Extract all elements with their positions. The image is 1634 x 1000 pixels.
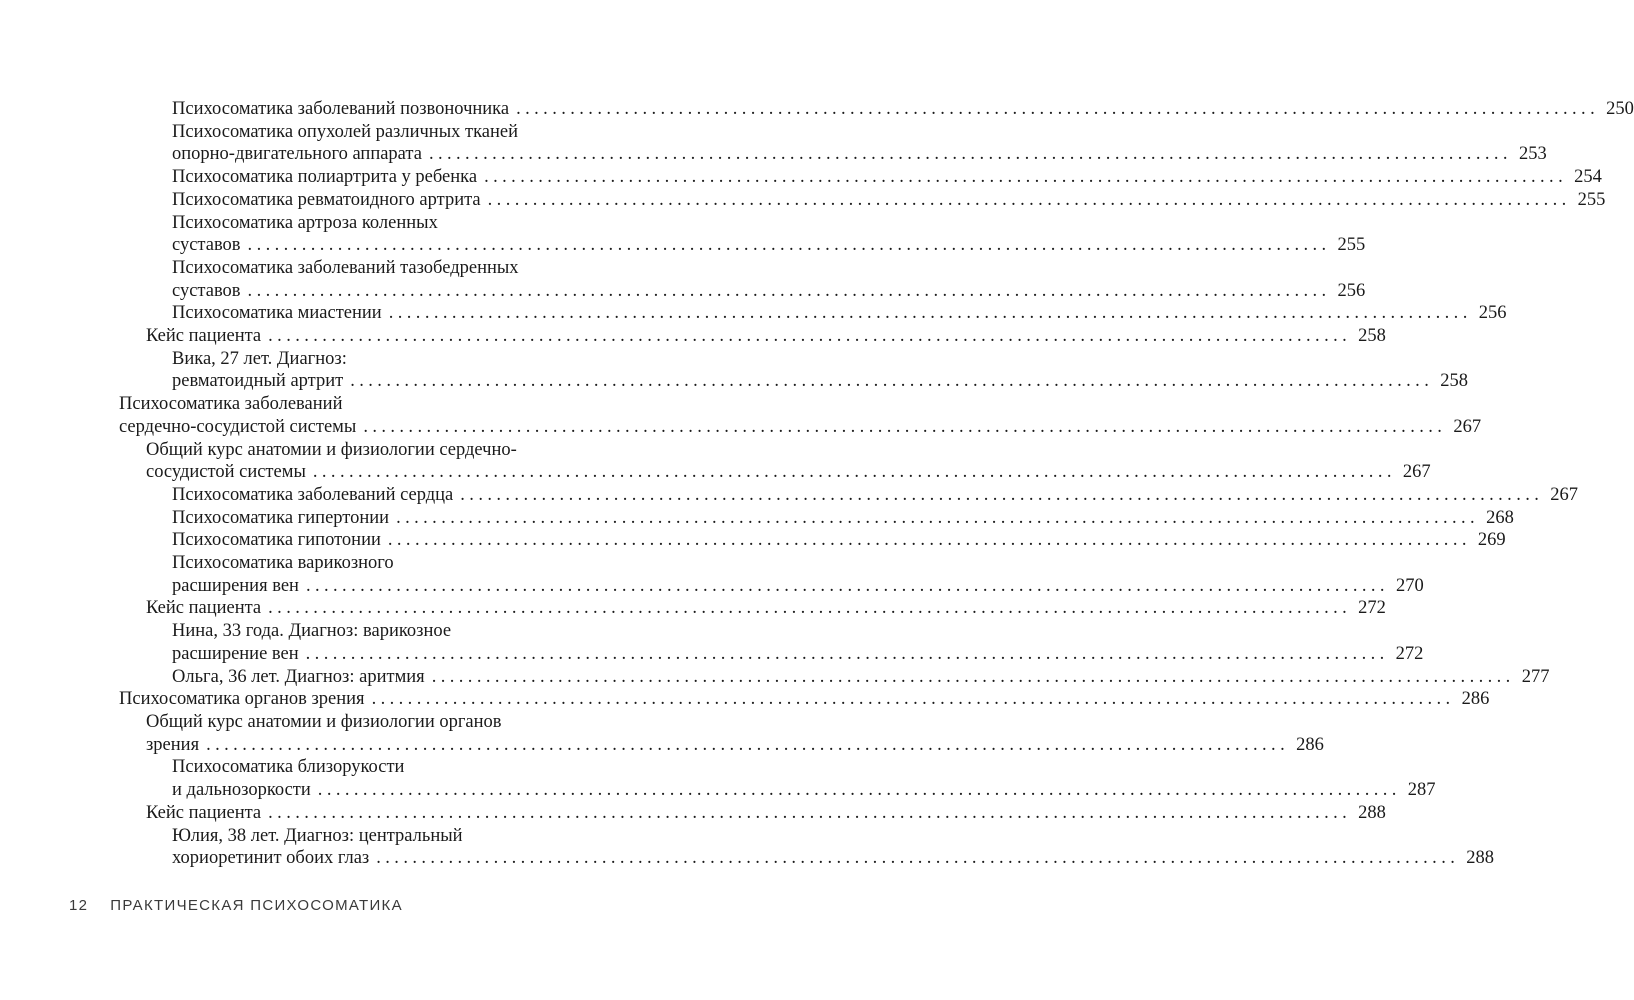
toc-entry — [172, 189, 1606, 212]
dot-leader: ........................................................................................................................ — [268, 598, 1352, 619]
toc-entry — [172, 348, 1468, 393]
toc-entry-title: сосудистой системы — [146, 462, 306, 483]
toc-entry — [172, 302, 1507, 325]
toc-entry-title: Психосоматика заболеваний сердца — [172, 484, 454, 505]
toc-entry — [119, 688, 1490, 711]
toc-page-number: 288 — [1358, 802, 1386, 823]
toc-page-number: 255 — [1337, 235, 1366, 256]
toc-entry-title: Общий курс анатомии и физиологии органов — [146, 711, 502, 732]
dot-leader: ........................................................................................................................ — [206, 734, 1290, 755]
toc-page-number: 250 — [1606, 99, 1634, 119]
toc-page-number: 277 — [1521, 666, 1550, 687]
dot-leader: ........................................................................................................................ — [247, 235, 1331, 256]
toc-page-number: 286 — [1461, 689, 1490, 710]
dot-leader: ........................................................................................................................ — [387, 530, 1471, 551]
toc-page-number: 256 — [1478, 303, 1507, 324]
toc-entry — [146, 597, 1386, 620]
dot-leader: ........................................................................................................................ — [312, 462, 1396, 483]
toc-entry-title: Психосоматика гипертонии — [172, 507, 390, 528]
toc-entry — [119, 393, 1482, 438]
toc-page-number: 258 — [1358, 326, 1386, 347]
toc-entry-title: Юлия, 38 лет. Диагноз: центральный — [172, 825, 463, 846]
dot-leader: ........................................................................................................................ — [516, 99, 1600, 119]
toc-entry — [172, 756, 1436, 801]
toc-entry-title: хориоретинит обоих глаз — [172, 848, 370, 869]
toc-entry-title: Психосоматика заболеваний позвоночника — [172, 99, 510, 119]
toc-entry-title: Психосоматика варикозного — [172, 553, 394, 574]
toc-page-number: 267 — [1453, 416, 1482, 437]
dot-leader: ........................................................................................................................ — [247, 280, 1331, 301]
toc-entry-title: Психосоматика заболеваний — [119, 394, 343, 415]
toc-entry-title: Общий курс анатомии и физиологии сердечно- — [146, 439, 517, 460]
dot-leader: ........................................................................................................................ — [371, 689, 1455, 710]
dot-leader: ........................................................................................................................ — [396, 507, 1480, 528]
toc-entry-title: зрения — [146, 734, 200, 755]
toc-page-number: 267 — [1550, 484, 1579, 505]
toc-entry — [172, 666, 1550, 689]
toc-entry-title: Кейс пациента — [146, 326, 262, 347]
dot-leader: ........................................................................................................................ — [363, 416, 1447, 437]
toc-entry — [172, 257, 1366, 302]
dot-leader: ........................................................................................................................ — [317, 780, 1401, 801]
dot-leader: ........................................................................................................................ — [268, 802, 1352, 823]
table-of-contents — [0, 98, 1634, 870]
dot-leader: ........................................................................................................................ — [305, 643, 1389, 664]
toc-entry-title: Психосоматика опухолей различных тканей — [172, 121, 519, 142]
toc-entry — [172, 212, 1366, 257]
dot-leader: ........................................................................................................................ — [350, 371, 1434, 392]
toc-entry-title: сердечно-сосудистой системы — [119, 416, 357, 437]
toc-entry — [172, 484, 1579, 507]
toc-entry — [146, 439, 1431, 484]
toc-page-number: 270 — [1395, 575, 1424, 596]
toc-entry — [146, 711, 1324, 756]
toc-entry-title: опорно-двигательного аппарата — [172, 144, 422, 165]
dot-leader: ........................................................................................................................ — [305, 575, 1389, 596]
toc-entry — [172, 620, 1424, 665]
toc-entry-title: ревматоидный артрит — [172, 371, 344, 392]
dot-leader: ........................................................................................................................ — [487, 189, 1571, 210]
dot-leader: ........................................................................................................................ — [431, 666, 1515, 687]
toc-entry — [172, 166, 1602, 189]
toc-entry-title: Ольга, 36 лет. Диагноз: аритмия — [172, 666, 425, 687]
toc-entry-title: суставов — [172, 235, 241, 256]
toc-entry-title: Нина, 33 года. Диагноз: варикозное — [172, 621, 452, 642]
toc-page-number: 253 — [1518, 144, 1547, 165]
toc-page-number: 267 — [1402, 462, 1431, 483]
toc-entry-title: Психосоматика заболеваний тазобедренных — [172, 257, 519, 278]
toc-entry — [146, 802, 1386, 825]
toc-entry-title: Психосоматика близорукости — [172, 757, 405, 778]
toc-page-number: 272 — [1395, 643, 1424, 664]
toc-entry-title: Психосоматика органов зрения — [119, 689, 365, 710]
toc-entry — [172, 825, 1494, 870]
toc-entry-title: Кейс пациента — [146, 802, 262, 823]
toc-entry-title: Психосоматика ревматоидного артрита — [172, 189, 481, 210]
toc-entry-title: и дальнозоркости — [172, 780, 311, 801]
toc-entry — [172, 98, 1634, 121]
toc-page-number: 286 — [1296, 734, 1324, 755]
dot-leader: ........................................................................................................................ — [388, 303, 1472, 324]
toc-entry — [172, 121, 1547, 166]
dot-leader: ........................................................................................................................ — [428, 144, 1512, 165]
toc-entry-title: Психосоматика миастении — [172, 303, 382, 324]
toc-entry — [172, 552, 1424, 597]
toc-entry-title: Кейс пациента — [146, 598, 262, 619]
toc-page-number: 254 — [1574, 167, 1602, 188]
dot-leader: ........................................................................................................................ — [268, 326, 1352, 347]
toc-entry-title: расширение вен — [172, 643, 299, 664]
toc-entry — [146, 325, 1386, 348]
toc-entry — [172, 529, 1506, 552]
toc-page-number: 269 — [1477, 530, 1506, 551]
toc-entry-title: Психосоматика артроза коленных — [172, 212, 438, 233]
toc-entry-title: расширения вен — [172, 575, 299, 596]
toc-entry — [172, 507, 1514, 530]
toc-page-number: 256 — [1337, 280, 1366, 301]
toc-entry-title: Психосоматика гипотонии — [172, 530, 381, 551]
toc-page-number: 258 — [1440, 371, 1468, 392]
page-number: 12 — [69, 897, 89, 914]
dot-leader: ........................................................................................................................ — [460, 484, 1544, 505]
toc-page-number: 288 — [1466, 848, 1494, 869]
toc-page-number: 272 — [1358, 598, 1386, 619]
dot-leader: ........................................................................................................................ — [484, 167, 1568, 188]
dot-leader: ........................................................................................................................ — [376, 848, 1460, 869]
toc-entry-title: Психосоматика полиартрита у ребенка — [172, 167, 478, 188]
running-title: ПРАКТИЧЕСКАЯ ПСИХОСОМАТИКА — [110, 897, 403, 914]
toc-page-number: 255 — [1577, 189, 1606, 210]
toc-entry-title: Вика, 27 лет. Диагноз: — [172, 348, 347, 369]
toc-page-number: 268 — [1486, 507, 1514, 528]
toc-entry-title: суставов — [172, 280, 241, 301]
toc-page-number: 287 — [1407, 780, 1436, 801]
page-footer — [69, 897, 403, 914]
